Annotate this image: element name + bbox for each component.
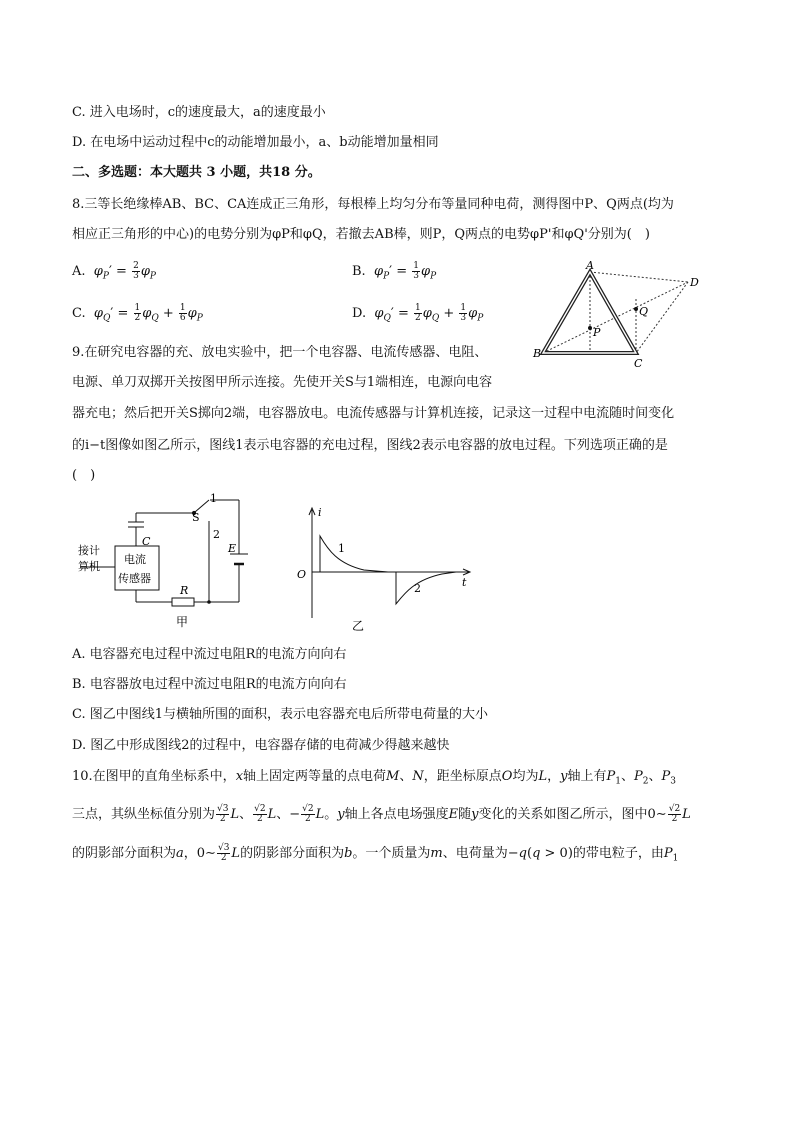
curve-1-label: 1 — [338, 542, 345, 555]
q8-triangle-figure — [530, 258, 720, 370]
point-p-label: P — [593, 326, 601, 339]
resistor-r-label: R — [180, 584, 189, 597]
q8-stem-line-2: 相应正三角形的中心)的电势分别为φP和φQ，若撤去AB棒，则P，Q两点的电势φP'和φQ'分别为( ) — [72, 227, 650, 242]
vertex-d-label: D — [690, 276, 699, 289]
q9-option-c: C. 图乙中图线1与横轴所围的面积，表示电容器充电后所带电荷量的大小 — [72, 707, 489, 722]
q7-option-d: D. 在电场中运动过程中c的动能增加最小，a、b动能增加量相同 — [72, 135, 439, 150]
origin-o-label: O — [297, 568, 307, 581]
vertex-c-label: C — [634, 357, 643, 370]
figure-yi-caption: 乙 — [352, 619, 365, 633]
computer-label-line-1: 接计 — [78, 544, 100, 557]
q9-option-a: A. 电容器充电过程中流过电阻R的电流方向向右 — [72, 647, 347, 662]
q9-stem-line-3: 器充电；然后把开关S掷向2端，电容器放电。电流传感器与计算机连接，记录这一过程中电流随时间变化 — [72, 406, 675, 421]
q9-current-time-graph — [292, 500, 482, 640]
q8-option-c: C. $\varphi_Q'$ = $\frac{1}{2}$ $\varphi_Q$ + $\frac{1}{6}$ $\varphi_P$ — [72, 303, 203, 324]
axis-i-label: i — [318, 506, 322, 519]
q9-circuit-diagram — [72, 488, 272, 636]
q9-stem-line-1: 9.在研究电容器的充、放电实验中，把一个电容器、电流传感器、电阻、 — [72, 345, 488, 360]
q8-option-b: B. $\varphi_P'$ = $\frac{1}{3}$ $\varphi_P$ — [352, 261, 437, 282]
q10-stem-line-2: 三点，其纵坐标值分别为 $\frac{√3}{2}$ L、 $\frac{√2}{2}$ L、− $\frac{√2}{2}$ L。y轴上各点电场强度E随y变化的关系如图乙所示，图中0∼ $\frac{√2}{2}$ L — [72, 804, 691, 824]
vertex-b-label: B — [533, 347, 542, 360]
q9-option-b: B. 电容器放电过程中流过电阻R的电流方向向右 — [72, 677, 347, 692]
sensor-label-line-1: 电流 — [124, 553, 146, 566]
q9-stem-line-2: 电源、单刀双掷开关按图甲所示连接。先使开关S与1端相连，电源向电容 — [72, 375, 493, 390]
q9-stem-line-5: ( ) — [72, 468, 96, 483]
q8-option-d: D. $\varphi_Q'$ = $\frac{1}{2}$ $\varphi_Q$ + $\frac{1}{3}$ $\varphi_P$ — [352, 303, 484, 324]
q9-stem-line-4: 的i−t图像如图乙所示，图线1表示电容器的充电过程，图线2表示电容器的放电过程。下列选项正确的是 — [72, 438, 668, 453]
source-e-label: E — [228, 542, 237, 555]
q8-stem-line-1: 8.三等长绝缘棒AB、BC、CA连成正三角形，每根棒上均匀分布等量同种电荷，测得图中P、Q两点(均为 — [72, 197, 674, 212]
q9-option-d: D. 图乙中形成图线2的过程中，电容器存储的电荷减少得越来越快 — [72, 738, 450, 753]
q10-stem-line-3: 的阴影部分面积为a，0∼ $\frac{√3}{2}$ L的阴影部分面积为b。一个质量为m、电荷量为−q(q > 0)的带电粒子，由$P_1$ — [72, 843, 679, 864]
sensor-label-line-2: 传感器 — [118, 572, 151, 585]
point-q-label: Q — [639, 305, 649, 318]
switch-s-label: S — [192, 511, 200, 524]
capacitor-c-label: C — [142, 535, 151, 548]
figure-jia-caption: 甲 — [176, 615, 189, 629]
computer-label-line-2: 算机 — [78, 560, 100, 573]
q8-option-a: A. $\varphi_P'$ = $\frac{2}{3}$ $\varphi_P$ — [72, 261, 156, 282]
q10-stem-line-1: 10.在图甲的直角坐标系中，x轴上固定两等量的点电荷M、N，距坐标原点O均为L，y轴上有$P_1$、$P_2$、$P_3$ — [72, 769, 676, 787]
vertex-a-label: A — [586, 259, 594, 272]
section-heading-multiple-choice: 二、多选题：本大题共 3 小题，共18 分。 — [72, 165, 321, 180]
contact-2-label: 2 — [213, 528, 220, 541]
q7-option-c: C. 进入电场时，c的速度最大，a的速度最小 — [72, 105, 326, 120]
curve-2-label: 2 — [414, 582, 421, 595]
contact-1-label: 1 — [210, 492, 217, 505]
axis-t-label: t — [462, 576, 467, 589]
